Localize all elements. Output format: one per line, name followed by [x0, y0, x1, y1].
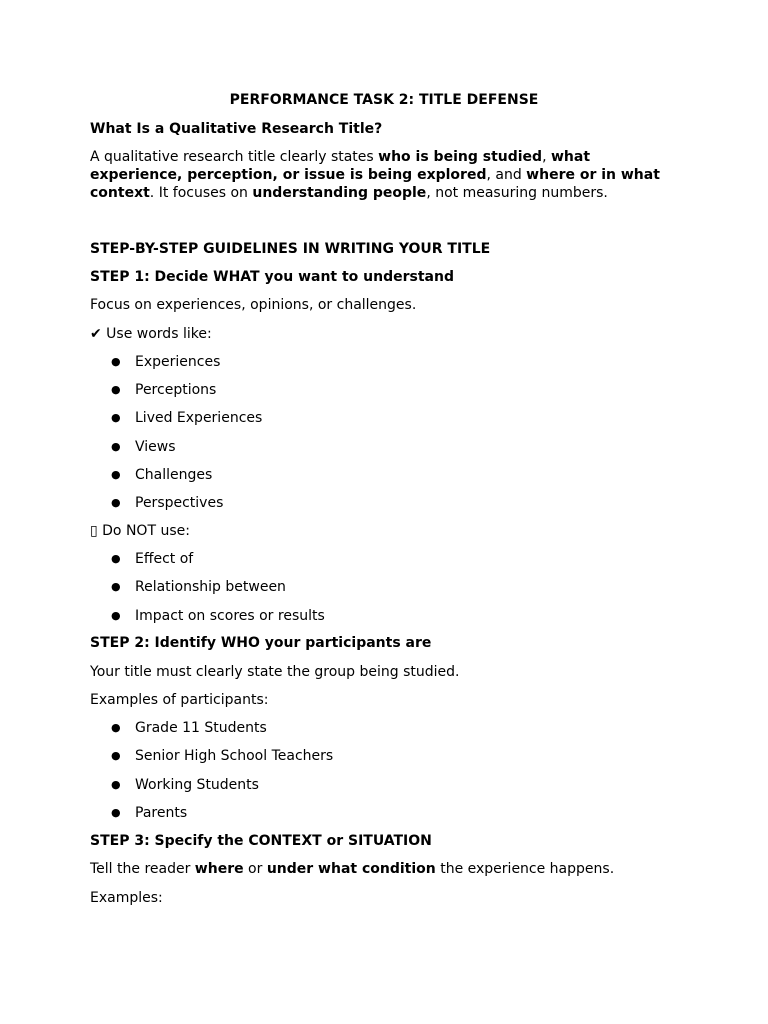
- bullet-icon: ●: [111, 468, 121, 481]
- step2-text: Your title must clearly state the group being studied.: [90, 664, 460, 680]
- list-item: Senior High School Teachers: [135, 748, 334, 764]
- bullet-icon: ●: [111, 552, 121, 565]
- step3-examples-label: Examples:: [90, 890, 163, 906]
- bullet-icon: ●: [111, 580, 121, 593]
- intro-paragraph: [90, 148, 670, 202]
- document-page: [90, 0, 690, 1024]
- list-item: Parents: [135, 805, 188, 821]
- list-item: Experiences: [135, 354, 221, 370]
- step1-dont-label: ▯ Do NOT use:: [90, 523, 190, 539]
- list-item: Lived Experiences: [135, 410, 263, 426]
- step1-heading: STEP 1: Decide WHAT you want to understand: [90, 269, 454, 285]
- step2-examples-label: Examples of participants:: [90, 692, 269, 708]
- document-title: PERFORMANCE TASK 2: TITLE DEFENSE: [229, 92, 539, 108]
- intro-bold-who: who is being studied: [378, 149, 543, 165]
- list-item: Perceptions: [135, 382, 217, 398]
- list-item: Effect of: [135, 551, 194, 567]
- step1-text: Focus on experiences, opinions, or challenges.: [90, 297, 417, 313]
- bullet-icon: ●: [111, 440, 121, 453]
- list-item: Perspectives: [135, 495, 224, 511]
- bullet-icon: ●: [111, 749, 121, 762]
- bullet-icon: ●: [111, 383, 121, 396]
- step2-heading: STEP 2: Identify WHO your participants are: [90, 635, 432, 651]
- bullet-icon: ●: [111, 778, 121, 791]
- list-item: Grade 11 Students: [135, 720, 267, 736]
- intro-text-5: , not measuring numbers.: [426, 185, 608, 201]
- intro-text-4: . It focuses on: [149, 185, 253, 201]
- bullet-icon: ●: [111, 806, 121, 819]
- intro-text-2: ,: [542, 149, 551, 165]
- list-item: Views: [135, 439, 176, 455]
- bullet-icon: ●: [111, 411, 121, 424]
- intro-bold-understanding: understanding people: [252, 185, 427, 201]
- step3-text-1: Tell the reader: [90, 861, 195, 877]
- list-item: Working Students: [135, 777, 259, 793]
- bullet-icon: ●: [111, 609, 121, 622]
- intro-bold-what: what experience, perception, or issue is being explored: [90, 149, 591, 183]
- step3-text: [90, 860, 614, 878]
- guidelines-heading: STEP-BY-STEP GUIDELINES IN WRITING YOUR TITLE: [90, 241, 491, 257]
- step1-use-label: ✔ Use words like:: [90, 326, 212, 342]
- step3-text-3: the experience happens.: [435, 861, 615, 877]
- list-item: Impact on scores or results: [135, 608, 325, 624]
- list-item: Challenges: [135, 467, 213, 483]
- bullet-icon: ●: [111, 355, 121, 368]
- step3-bold-condition: under what condition: [266, 861, 436, 877]
- section-heading-qualitative-title: What Is a Qualitative Research Title?: [90, 121, 383, 137]
- step3-heading: STEP 3: Specify the CONTEXT or SITUATION: [90, 833, 432, 849]
- list-item: Relationship between: [135, 579, 286, 595]
- intro-text-1: A qualitative research title clearly states: [90, 149, 379, 165]
- intro-text-3: , and: [486, 167, 527, 183]
- bullet-icon: ●: [111, 496, 121, 509]
- bullet-icon: ●: [111, 721, 121, 734]
- step3-text-2: or: [243, 861, 267, 877]
- step3-bold-where: where: [194, 861, 244, 877]
- intro-bold-where: where or in what context: [90, 167, 660, 201]
